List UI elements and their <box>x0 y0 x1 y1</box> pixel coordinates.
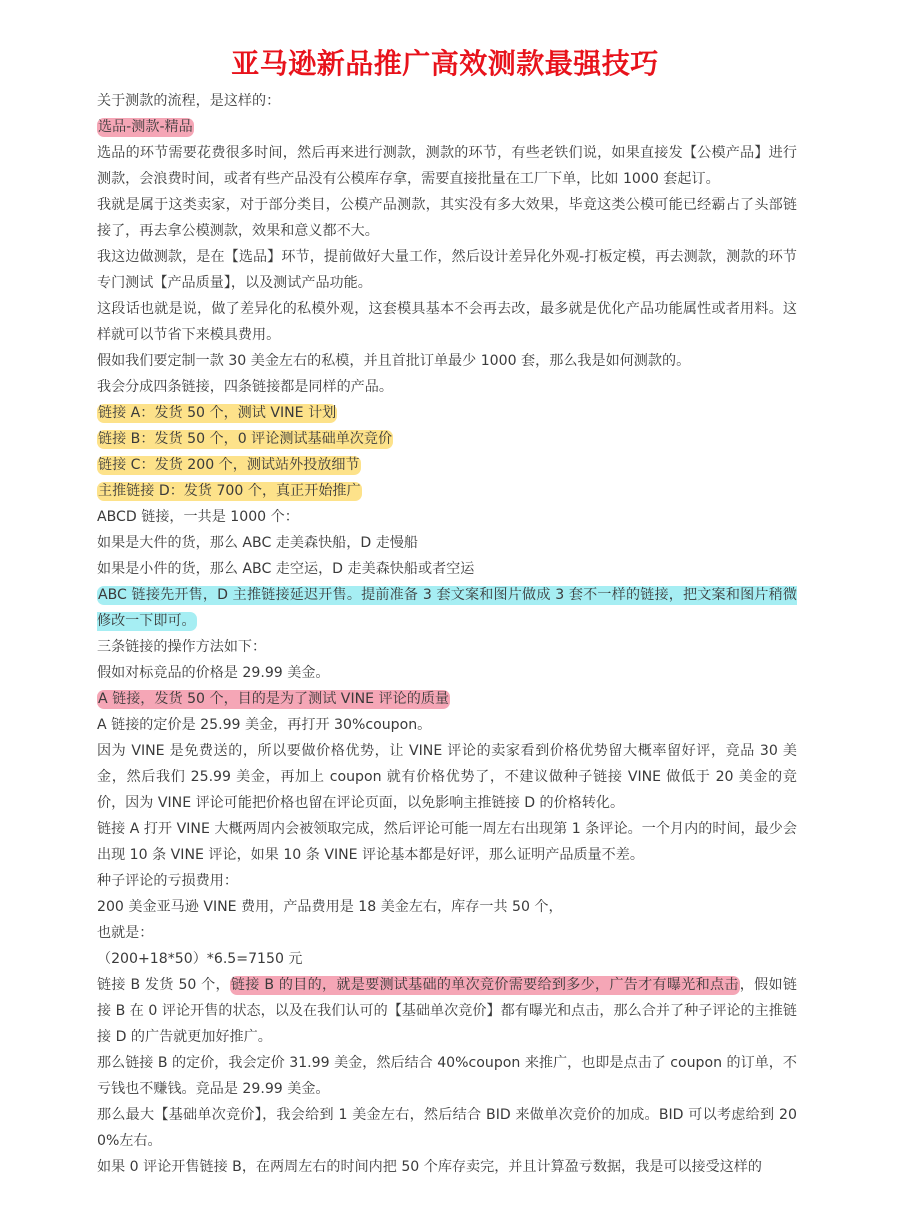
paragraph <box>97 582 797 634</box>
paragraph: 三条链接的操作方法如下： <box>97 639 267 655</box>
paragraph: 因为 VINE 是免费送的，所以要做价格优势，让 VINE 评论的卖家看到价格优势留大概率留好评，竞品 30 美金，然后我们 25.99 美金，再加上 coupon 就有价格优势了，不建议做种子链接 VINE 做低于 20 美金的竞价，因为 VINE 评论可能把价格也留在评论页面，以免影响主推链接 D 的价格转化。 <box>97 743 797 811</box>
document-page <box>97 0 797 1180</box>
text-run: 链接 B 发货 50 个， <box>97 977 230 993</box>
paragraph <box>97 452 797 478</box>
paragraph: 这段话也就是说，做了差异化的私模外观，这套模具基本不会再去改，最多就是优化产品功能属性或者用料。这样就可以节省下来模具费用。 <box>97 301 797 343</box>
paragraph: 如果是小件的货，那么 ABC 走空运，D 走美森快船或者空运 <box>97 561 475 577</box>
paragraph: A 链接的定价是 25.99 美金，再打开 30%coupon。 <box>97 717 432 733</box>
paragraph: 选品的环节需要花费很多时间，然后再来进行测款，测款的环节，有些老铁们说，如果直接发【公模产品】进行测款，会浪费时间，或者有些产品没有公模库存拿，需要直接批量在工厂下单，比如 1000 套起订。 <box>97 145 797 187</box>
paragraph: （200+18*50）*6.5=7150 元 <box>97 951 303 967</box>
paragraph: 关于测款的流程，是这样的： <box>97 93 281 109</box>
paragraph: 种子评论的亏损费用： <box>97 873 238 889</box>
highlight-yellow: 链接 A：发货 50 个，测试 VINE 计划 <box>98 405 337 421</box>
paragraph <box>97 426 797 452</box>
paragraph <box>97 686 797 712</box>
highlight-pink: 选品-测款-精品 <box>98 119 193 135</box>
highlight-pink: A 链接，发货 50 个，目的是为了测试 VINE 评论的质量 <box>98 691 449 707</box>
paragraph: 那么链接 B 的定价，我会定价 31.99 美金，然后结合 40%coupon 来推广，也即是点击了 coupon 的订单，不亏钱也不赚钱。竞品是 29.99 美金。 <box>97 1055 797 1097</box>
paragraph: 假如我们要定制一款 30 美金左右的私模，并且首批订单最少 1000 套，那么我是如何测款的。 <box>97 353 691 369</box>
document-body <box>97 88 797 1180</box>
highlight-yellow: 主推链接 D：发货 700 个，真正开始推广 <box>98 483 361 499</box>
paragraph <box>97 478 797 504</box>
paragraph: 200 美金亚马逊 VINE 费用，产品费用是 18 美金左右，库存一共 50 个， <box>97 899 563 915</box>
paragraph: 如果 0 评论开售链接 B，在两周左右的时间内把 50 个库存卖完，并且计算盈亏数据，我是可以接受这样的 <box>97 1159 762 1175</box>
paragraph: 如果是大件的货，那么 ABC 走美森快船，D 走慢船 <box>97 535 418 551</box>
text-run: ，假如链接 B 在 0 评论开售的状态，以及在我们认可的【基础单次竞价】都有曝光和点击，那么合并了种子评论的主推链接 D 的广告就更加好推广。 <box>97 977 797 1045</box>
highlight-cyan: ABC 链接先开售，D 主推链接延迟开售。提前准备 3 套文案和图片做成 3 套不一样的链接，把文案和图片稍微修改一下即可。 <box>97 587 797 629</box>
paragraph: 我这边做测款，是在【选品】环节，提前做好大量工作，然后设计差异化外观-打板定模，再去测款，测款的环节专门测试【产品质量】，以及测试产品功能。 <box>97 249 797 291</box>
highlight-yellow: 链接 B：发货 50 个，0 评论测试基础单次竞价 <box>98 431 393 447</box>
paragraph <box>97 400 797 426</box>
highlight-pink: 链接 B 的目的，就是要测试基础的单次竞价需要给到多少，广告才有曝光和点击 <box>230 977 739 993</box>
paragraph: 我就是属于这类卖家，对于部分类目，公模产品测款，其实没有多大效果，毕竟这类公模可能已经霸占了头部链接了，再去拿公模测款，效果和意义都不大。 <box>97 197 797 239</box>
paragraph: 我会分成四条链接，四条链接都是同样的产品。 <box>97 379 393 395</box>
paragraph: 那么最大【基础单次竞价】，我会给到 1 美金左右，然后结合 BID 来做单次竞价的加成。BID 可以考虑给到 200%左右。 <box>97 1107 797 1149</box>
paragraph: 也就是： <box>97 925 154 941</box>
document-title: 亚马逊新品推广高效测款最强技巧 <box>231 47 659 80</box>
paragraph <box>97 114 797 140</box>
paragraph <box>97 972 797 1050</box>
paragraph: ABCD 链接，一共是 1000 个： <box>97 509 299 525</box>
paragraph: 假如对标竞品的价格是 29.99 美金。 <box>97 665 330 681</box>
paragraph: 链接 A 打开 VINE 大概两周内会被领取完成，然后评论可能一周左右出现第 1 条评论。一个月内的时间，最少会出现 10 条 VINE 评论，如果 10 条 VINE 评论基本都是好评，那么证明产品质量不差。 <box>97 821 797 863</box>
highlight-yellow: 链接 C：发货 200 个，测试站外投放细节 <box>98 457 360 473</box>
